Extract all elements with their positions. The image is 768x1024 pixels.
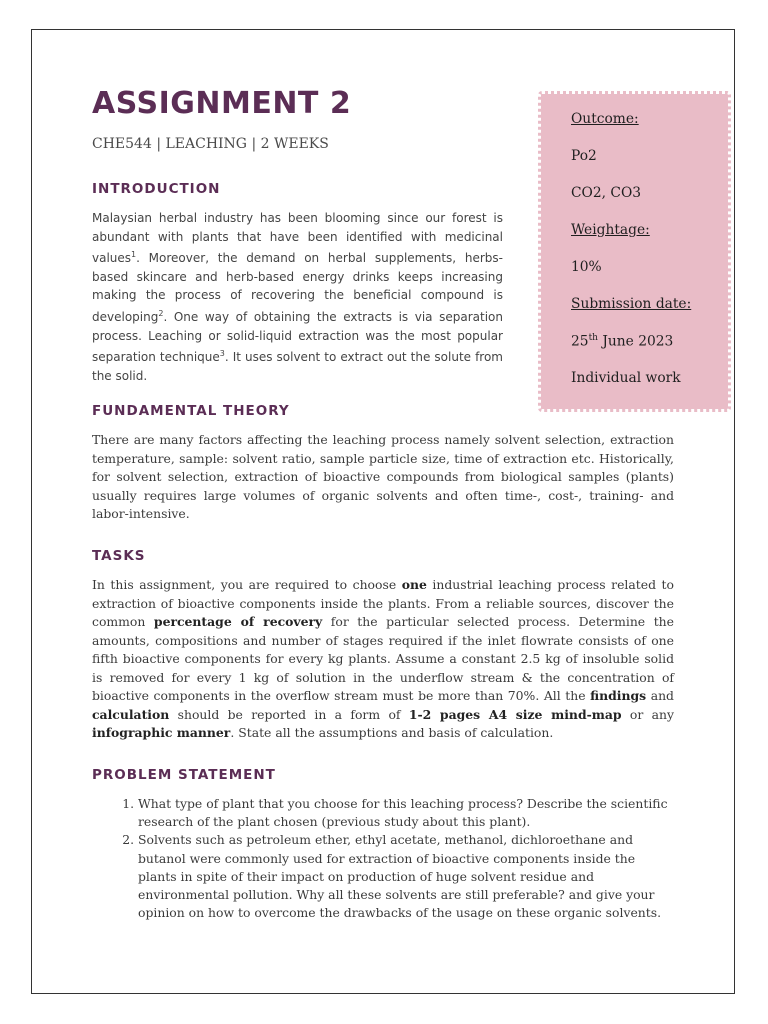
submission-day: 25	[571, 333, 589, 350]
tasks-text-7: . State all the assumptions and basis of calculation.	[230, 725, 554, 740]
intro-text-3: . One way of obtaining the extracts is via separation process. Leaching or solid-liquid extraction was the most popular separation technique	[92, 309, 503, 365]
tasks-bold-1: one	[401, 577, 427, 592]
tasks-bold-6: infographic manner	[92, 725, 231, 740]
tasks-text-3: for the particular selected process. Determine the amounts, compositions and number of stages required if the inlet flowrate consists of one fifth bioactive components for every kg plants. Assume a constant 2.5 kg of insoluble solid is removed for every 1 kg of solution in the underflow stream & the concentration of bioactive components in the overflow stream must be more than 70%. All the	[92, 614, 674, 703]
weightage-label: Weightage:	[571, 222, 650, 238]
tasks-text-1: In this assignment, you are required to choose	[92, 577, 402, 592]
intro-text-4: . It uses solvent to extract out the solute from the solid.	[92, 350, 503, 383]
tasks-bold-2: percentage of recovery	[153, 614, 323, 629]
tasks-bold-5: 1-2 pages A4 size mind-map	[408, 706, 622, 722]
introduction-paragraph	[92, 209, 503, 385]
tasks-text-5: should be reported in a form of	[169, 706, 409, 722]
problem-heading: PROBLEM STATEMENT	[92, 767, 276, 783]
problem-list	[92, 795, 674, 922]
submission-date	[571, 333, 673, 350]
tasks-text-2: industrial leaching process related to extraction of bioactive components inside the plants. From a reliable sources, discover the common	[92, 577, 674, 629]
page-title: ASSIGNMENT 2	[92, 86, 352, 121]
tasks-text-6: or any	[621, 706, 674, 722]
problem-item: 2. Solvents such as petroleum ether, ethyl acetate, methanol, dichloroethane and butanol were commonly used for extraction of bioactive components inside the plants in spite of their impact on production of huge solvent residue and environmental pollution. Why all these solvents are still preferable? and give your opinion on how to overcome the drawbacks of the usage on these organic solvents.	[138, 831, 674, 922]
theory-heading: FUNDAMENTAL THEORY	[92, 403, 290, 419]
course-subtitle: CHE544 | LEACHING | 2 WEEKS	[92, 136, 329, 152]
intro-ref-1: 1	[131, 250, 137, 260]
tasks-heading: TASKS	[92, 548, 146, 564]
tasks-bold-3: findings	[590, 688, 647, 703]
assignment-info-box	[538, 91, 731, 412]
introduction-heading: INTRODUCTION	[92, 181, 221, 197]
submission-month-year: June 2023	[597, 333, 674, 350]
submission-day-suffix: th	[588, 333, 598, 343]
outcome-value-1: Po2	[571, 148, 597, 164]
intro-text-1: Malaysian herbal industry has been blooming since our forest is abundant with plants that have been identified with medicinal values	[92, 211, 503, 266]
tasks-text-4: and	[646, 688, 674, 703]
tasks-paragraph	[92, 576, 674, 743]
outcome-label: Outcome:	[571, 111, 639, 127]
intro-ref-2: 2	[158, 308, 164, 318]
work-type: Individual work	[571, 370, 681, 386]
weightage-value: 10%	[571, 259, 602, 275]
intro-ref-3: 3	[219, 349, 225, 359]
intro-text-2: . Moreover, the demand on herbal supplements, herbs-based skincare and herb-based energy drinks keeps increasing making the process of recovering the beneficial compound is developing	[92, 251, 503, 324]
theory-paragraph: There are many factors affecting the leaching process namely solvent selection, extraction temperature, sample: solvent ratio, sample particle size, time of extraction etc. Historically, for solvent selection, extraction of bioactive compounds from biological samples (plants) usually requires large volumes of organic solvents and often time-, cost-, training- and labor-intensive.	[92, 432, 674, 521]
tasks-bold-4: calculation	[92, 706, 170, 722]
outcome-value-2: CO2, CO3	[571, 185, 642, 201]
submission-label: Submission date:	[571, 296, 692, 312]
problem-item: 1. What type of plant that you choose for this leaching process? Describe the scientific research of the plant chosen (previous study about this plant).	[138, 795, 674, 831]
